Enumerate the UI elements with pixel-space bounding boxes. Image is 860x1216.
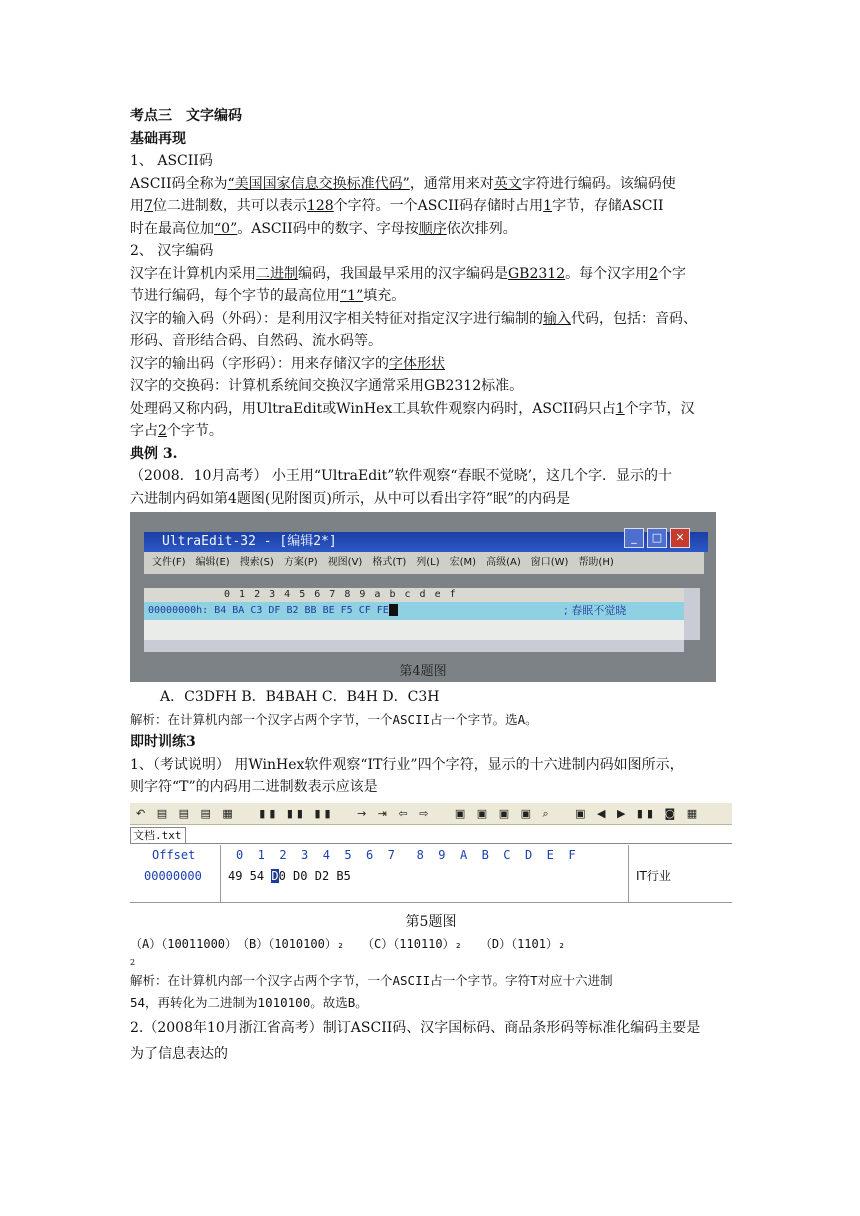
horizontal-scrollbar — [144, 640, 684, 652]
answer-blank: 1 — [615, 400, 625, 417]
answer-blank: 二进制 — [256, 265, 298, 282]
question-2-line-2: 为了信息表达的 — [130, 1045, 228, 1062]
answer-blank: 7 — [144, 198, 153, 214]
menu-bar — [144, 552, 704, 574]
text-run: 处理码又称内码，用UltraEdit或WinHex工具软件观察内码时，ASCII码只占 — [130, 400, 616, 417]
text-run: 字节，存储ASCII — [552, 198, 664, 214]
ascii-paragraph-line-3 — [130, 218, 732, 241]
answer-blank: 输入 — [543, 310, 571, 327]
practice-question-line-1: 1、（考试说明） 用WinHex软件观察“IT行业”四个字符，显示的十六进制内码如图所示， — [130, 756, 684, 773]
menu-item-help: 帮助(H) — [578, 557, 614, 568]
text-run: 用 — [130, 198, 144, 214]
example-question-line-2: 六进制内码如第4题图(见附图页)所示，从中可以看出字符”眠”的内码是 — [130, 490, 571, 507]
input-code-line-1 — [130, 308, 732, 331]
input-code-line-2: 形码、音形结合码、自然码、流水码等。 — [130, 333, 382, 349]
basics-heading: 基础再现 — [130, 130, 186, 147]
text-run: 个字 — [658, 265, 687, 282]
text-run: 个字节，汉 — [624, 400, 695, 417]
text-run: 位二进制数，共可以表示 — [152, 198, 307, 214]
column-separator — [628, 845, 629, 903]
winhex-figure — [130, 803, 732, 903]
hex-row — [144, 602, 684, 620]
text-run: 字占 — [130, 423, 158, 439]
offset-label: Offset — [152, 847, 196, 862]
practice-analysis-line-2: 54，再转化为二进制为1010100。故选B。 — [130, 995, 368, 1010]
hanzi-paragraph-line-2 — [130, 285, 732, 308]
text-run: 个字节。 — [166, 423, 223, 439]
practice-analysis-line-1: 解析：在计算机内部一个汉字占两个字节，一个ASCII占一个字节。字符T对应十六进制 — [130, 972, 613, 988]
practice-question-line-2: 则字符“T”的内码用二进制数表示应该是 — [130, 779, 378, 795]
menu-item-search: 搜索(S) — [239, 557, 274, 568]
text-run: 编码，我国最早采用的汉字编码是 — [298, 265, 508, 282]
bytes-after: 0 D0 D2 B5 — [278, 868, 351, 883]
hex-bytes: 00000000h: B4 BA C3 DF B2 BB BE F5 CF FE — [148, 605, 389, 616]
document-page — [130, 105, 732, 1067]
menu-item-format: 格式(T) — [372, 557, 407, 568]
text-run: 填充。 — [363, 288, 406, 304]
maximize-icon: □ — [647, 528, 667, 548]
menu-item-edit: 编辑(E) — [195, 557, 230, 568]
text-run: 依次排列。 — [446, 220, 517, 237]
text-run: 汉字的输入码（外码）：是利用汉字相关特征对指定汉字进行编制的 — [130, 310, 543, 327]
file-tab: 文档.txt — [130, 827, 186, 844]
text-run: ，通常用来对 — [409, 175, 494, 192]
hex-column-ruler: 0 1 2 3 4 5 6 7 8 9 a b c d e f — [144, 588, 684, 602]
answer-blank: “0” — [214, 220, 238, 237]
row-text: IT行业 — [636, 868, 671, 883]
figure-caption-2: 第5题图 — [405, 913, 457, 930]
answer-blank: 英文 — [493, 175, 522, 192]
text-run: 。ASCII码中的数字、字母按 — [237, 220, 419, 237]
menu-item-window: 窗口(W) — [530, 557, 569, 568]
decoded-text: ; 春眠不觉晓 — [564, 604, 627, 617]
text-run: ASCII码全称为 — [130, 175, 228, 192]
example-analysis: 解析：在计算机内部一个汉字占两个字节，一个ASCII占一个字节。选A。 — [130, 711, 538, 727]
processing-code-line-2 — [130, 420, 732, 443]
example-options: A．C3DFH B．B4BAH C．B4H D．C3H — [160, 689, 440, 705]
answer-blank: 1 — [543, 198, 553, 214]
menu-item-advanced: 高级(A) — [486, 557, 521, 568]
text-run: 代码，包括：音码、 — [571, 310, 697, 327]
answer-blank: “美国国家信息交换标准代码” — [227, 175, 410, 192]
column-labels: 0 1 2 3 4 5 6 7 8 9 A B C D E F — [236, 847, 576, 862]
ascii-paragraph-line-1 — [130, 173, 732, 196]
row-offset: 00000000 — [144, 868, 202, 883]
text-run: 汉字的输出码（字形码）：用来存储汉字的 — [130, 355, 389, 372]
selected-nibble: D — [271, 868, 279, 883]
close-icon: ✕ — [670, 528, 690, 548]
ultraedit-figure — [130, 512, 716, 682]
text-run: 。每个汉字用 — [565, 265, 650, 282]
bytes-before: 49 54 — [228, 868, 272, 883]
question-2-line-1: 2.（2008年10月浙江省高考）制订ASCII码、汉字国标码、商品条形码等标准化编码主要是 — [130, 1019, 701, 1036]
tab-divider — [130, 843, 732, 844]
menu-item-project: 方案(P) — [283, 557, 318, 568]
answer-blank: 2 — [649, 265, 659, 282]
answer-blank: GB2312 — [508, 265, 566, 282]
output-code-line — [130, 353, 732, 376]
practice-options: （A）（10011000） （B）（1010100）₂ （C）（110110）₂ （D）（1101）₂ — [130, 937, 566, 951]
ascii-heading: 1、 ASCII码 — [130, 153, 213, 169]
window-controls — [624, 528, 690, 548]
text-run: 汉字在计算机内采用 — [130, 265, 256, 282]
ascii-paragraph-line-2 — [130, 195, 732, 218]
menu-item-column: 列(L) — [416, 557, 440, 568]
example-question-line-1: （2008．10月高考） 小王用“UltraEdit”软件观察“春眠不觉晓’，这几个字．显示的十 — [130, 468, 673, 484]
column-separator — [220, 845, 221, 903]
vertical-scrollbar — [684, 588, 700, 640]
example-heading: 典例 3. — [130, 445, 178, 462]
menu-item-view: 视图(V) — [327, 557, 363, 568]
hanzi-paragraph-line-1 — [130, 263, 732, 286]
section-title: 考点三 文字编码 — [130, 108, 242, 124]
text-run: 字符进行编码。该编码使 — [521, 175, 676, 192]
exchange-code-line: 汉字的交换码：计算机系统间交换汉字通常采用GB2312标准。 — [130, 378, 524, 394]
window-title: UltraEdit-32 - [编辑2*] — [144, 532, 708, 552]
menu-item-macro: 宏(M) — [449, 557, 477, 568]
hanzi-heading: 2、 汉字编码 — [130, 243, 214, 259]
text-run: 个字符。一个ASCII码存储时占用 — [333, 198, 544, 214]
answer-blank: “1” — [340, 288, 364, 304]
answer-blank: 2 — [158, 423, 167, 439]
stray-subscript: 2 — [130, 957, 136, 967]
text-run: 时在最高位加 — [130, 220, 214, 237]
figure-caption: 第4题图 — [399, 664, 447, 679]
practice-heading: 即时训练3 — [130, 734, 196, 750]
answer-blank: 顺序 — [418, 220, 447, 237]
row-bytes — [228, 865, 351, 887]
answer-blank: 字体形状 — [389, 355, 445, 372]
figure-bottom-border — [130, 902, 732, 903]
text-run: 节进行编码，每个字节的最高位用 — [130, 288, 340, 304]
answer-blank: 128 — [306, 198, 334, 214]
processing-code-line-1 — [130, 398, 732, 421]
menu-item-file: 文件(F) — [152, 557, 186, 568]
editor-empty-area — [144, 620, 684, 640]
minimize-icon: _ — [624, 528, 644, 548]
cursor — [389, 604, 398, 616]
toolbar: ↶ ▤ ▤ ▤ ▦ ▮▮ ▮▮ ▮▮ → ⇥ ⇦ ⇨ ▣ ▣ ▣ ▣ ⌕ ▣ ◀ ▶ ▮▮ ◙ ▦ — [130, 803, 732, 825]
